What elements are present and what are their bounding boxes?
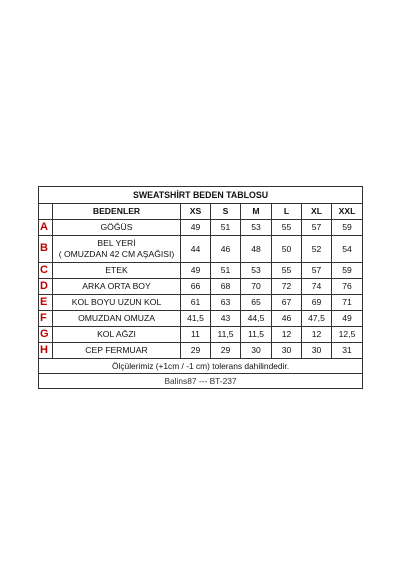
value-cell: 57	[302, 220, 332, 236]
table-row	[39, 236, 363, 263]
value-cell: 51	[211, 263, 241, 279]
header-size-xs: XS	[181, 204, 211, 220]
value-cell: 12,5	[332, 327, 363, 343]
size-table	[38, 186, 363, 389]
table-row	[39, 263, 363, 279]
table-title: SWEATSHİRT BEDEN TABLOSU	[39, 187, 363, 204]
value-cell: 72	[272, 279, 302, 295]
value-cell: 55	[272, 263, 302, 279]
header-size-xxl: XXL	[332, 204, 363, 220]
value-cell: 49	[181, 220, 211, 236]
measurement-name: KOL BOYU UZUN KOL	[53, 295, 181, 311]
header-size-s: S	[211, 204, 241, 220]
value-cell: 59	[332, 220, 363, 236]
value-cell: 70	[241, 279, 272, 295]
table-row	[39, 343, 363, 359]
row-letter: E	[39, 295, 53, 311]
value-cell: 52	[302, 236, 332, 263]
table-row	[39, 220, 363, 236]
table-row	[39, 327, 363, 343]
header-size-l: L	[272, 204, 302, 220]
table-row	[39, 279, 363, 295]
value-cell: 68	[211, 279, 241, 295]
row-letter: A	[39, 220, 53, 236]
header-row	[39, 204, 363, 220]
row-letter: D	[39, 279, 53, 295]
value-cell: 53	[241, 263, 272, 279]
value-cell: 69	[302, 295, 332, 311]
value-cell: 11,5	[211, 327, 241, 343]
row-letter: B	[39, 236, 53, 263]
table-row	[39, 295, 363, 311]
value-cell: 11,5	[241, 327, 272, 343]
value-cell: 29	[181, 343, 211, 359]
value-cell: 44,5	[241, 311, 272, 327]
value-cell: 30	[241, 343, 272, 359]
value-cell: 46	[211, 236, 241, 263]
measurement-name: KOL AĞZI	[53, 327, 181, 343]
value-cell: 47,5	[302, 311, 332, 327]
measurement-name: GÖĞÜS	[53, 220, 181, 236]
value-cell: 59	[332, 263, 363, 279]
value-cell: 63	[211, 295, 241, 311]
value-cell: 49	[332, 311, 363, 327]
value-cell: 41,5	[181, 311, 211, 327]
measurement-name	[53, 236, 181, 263]
value-cell: 65	[241, 295, 272, 311]
header-size-m: M	[241, 204, 272, 220]
header-blank-cell	[39, 204, 53, 220]
value-cell: 51	[211, 220, 241, 236]
value-cell: 31	[332, 343, 363, 359]
row-letter: C	[39, 263, 53, 279]
header-size-xl: XL	[302, 204, 332, 220]
value-cell: 54	[332, 236, 363, 263]
value-cell: 43	[211, 311, 241, 327]
measurement-name-line2: ( OMUZDAN 42 CM AŞAĞISI)	[58, 249, 175, 259]
value-cell: 74	[302, 279, 332, 295]
value-cell: 12	[272, 327, 302, 343]
measurement-name: CEP FERMUAR	[53, 343, 181, 359]
value-cell: 12	[302, 327, 332, 343]
value-cell: 57	[302, 263, 332, 279]
value-cell: 11	[181, 327, 211, 343]
value-cell: 55	[272, 220, 302, 236]
value-cell: 46	[272, 311, 302, 327]
value-cell: 29	[211, 343, 241, 359]
value-cell: 66	[181, 279, 211, 295]
value-cell: 71	[332, 295, 363, 311]
value-cell: 49	[181, 263, 211, 279]
value-cell: 30	[272, 343, 302, 359]
measurement-name: ARKA ORTA BOY	[53, 279, 181, 295]
size-chart	[38, 186, 362, 389]
row-letter: H	[39, 343, 53, 359]
value-cell: 44	[181, 236, 211, 263]
value-cell: 30	[302, 343, 332, 359]
value-cell: 76	[332, 279, 363, 295]
value-cell: 53	[241, 220, 272, 236]
value-cell: 48	[241, 236, 272, 263]
measurement-name-line1: BEL YERİ	[97, 237, 136, 248]
product-code: Balins87 --- BT-237	[39, 374, 363, 389]
value-cell: 61	[181, 295, 211, 311]
row-letter: G	[39, 327, 53, 343]
header-sizes-label: BEDENLER	[53, 204, 181, 220]
table-row	[39, 311, 363, 327]
tolerance-note: Ölçülerimiz (+1cm / -1 cm) tolerans dahilindedir.	[39, 359, 363, 374]
measurement-name: ETEK	[53, 263, 181, 279]
value-cell: 67	[272, 295, 302, 311]
measurement-name: OMUZDAN OMUZA	[53, 311, 181, 327]
row-letter: F	[39, 311, 53, 327]
value-cell: 50	[272, 236, 302, 263]
